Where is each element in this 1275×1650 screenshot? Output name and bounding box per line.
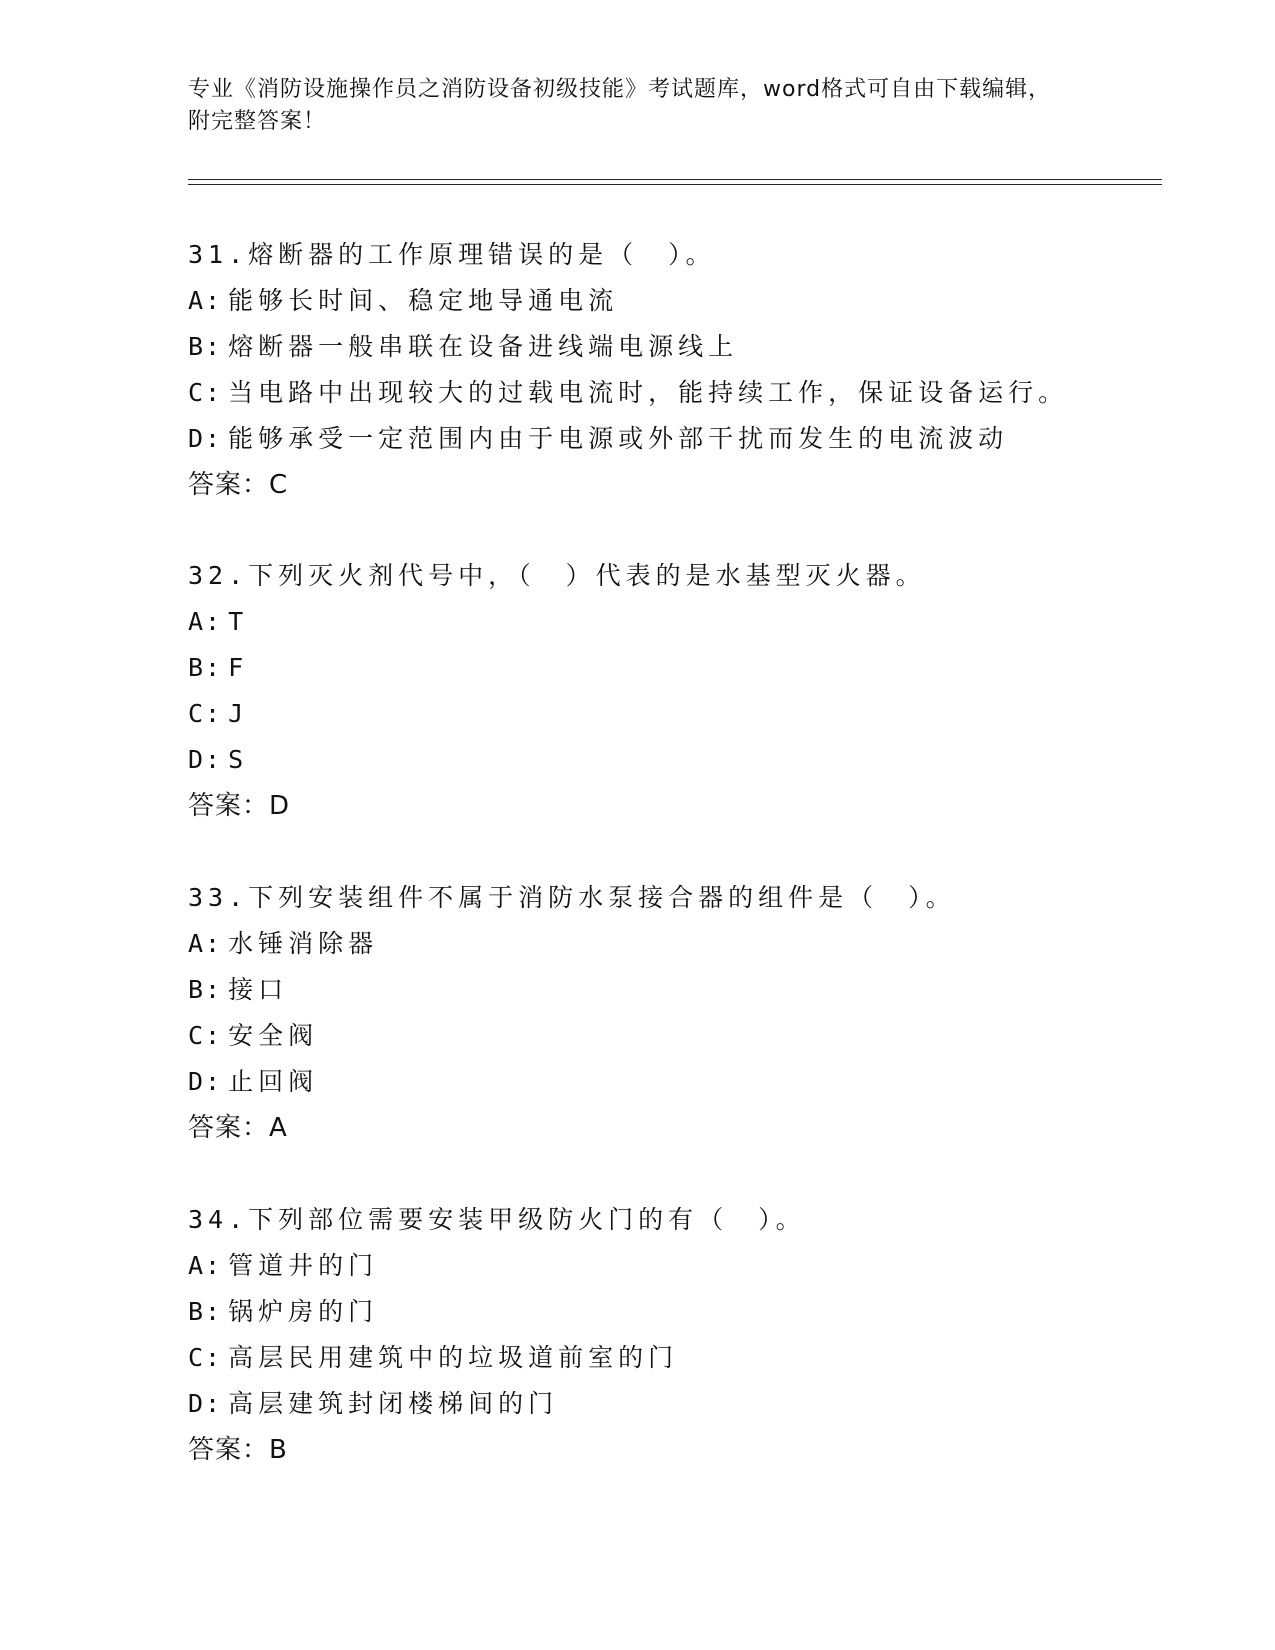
- option-text: 管道井的门: [228, 1251, 379, 1280]
- answer-line: 答案：D: [188, 791, 291, 821]
- question-31: [188, 232, 1168, 508]
- option-label: D:: [188, 424, 223, 453]
- option-c: [188, 370, 1168, 416]
- option-c: [188, 1013, 1168, 1059]
- answer-line: 答案：B: [188, 1435, 288, 1465]
- question-stem: 34.下列部位需要安装甲级防火门的有（ ）。: [188, 1205, 806, 1234]
- question-stem: 32.下列灭火剂代号中，（ ）代表的是水基型灭火器。: [188, 561, 926, 590]
- answer-line: 答案：A: [188, 1113, 288, 1143]
- option-d: [188, 737, 1168, 783]
- question-stem: 33.下列安装组件不属于消防水泵接合器的组件是（ ）。: [188, 883, 956, 912]
- answer-line: 答案：C: [188, 470, 289, 500]
- option-text: 当电路中出现较大的过载电流时，能持续工作，保证设备运行。: [228, 378, 1069, 407]
- option-text: 能够承受一定范围内由于电源或外部干扰而发生的电流波动: [228, 424, 1009, 453]
- option-label: A:: [188, 1251, 223, 1280]
- option-text: 水锤消除器: [228, 929, 379, 958]
- option-label: C:: [188, 699, 223, 728]
- option-label: C:: [188, 378, 223, 407]
- question-33: [188, 875, 1168, 1151]
- document-header: 专业《消防设施操作员之消防设备初级技能》考试题库，word格式可自由下载编辑，附完整答案！: [188, 77, 1052, 134]
- option-text: 熔断器一般串联在设备进线端电源线上: [228, 332, 739, 361]
- option-text: 能够长时间、稳定地导通电流: [228, 286, 619, 315]
- option-text: 安全阀: [228, 1021, 319, 1050]
- option-b: [188, 324, 1168, 370]
- option-a: [188, 1243, 1168, 1289]
- question-32: [188, 553, 1168, 829]
- question-34: [188, 1197, 1168, 1473]
- option-text: 接口: [228, 975, 289, 1004]
- option-label: A:: [188, 929, 223, 958]
- option-d: [188, 1381, 1168, 1427]
- header-divider-top: [188, 179, 1162, 180]
- option-label: B:: [188, 1297, 223, 1326]
- option-label: A:: [188, 286, 223, 315]
- option-b: [188, 1289, 1168, 1335]
- option-label: C:: [188, 1343, 223, 1372]
- option-label: B:: [188, 975, 223, 1004]
- option-text: 锅炉房的门: [228, 1297, 379, 1326]
- option-label: D:: [188, 745, 223, 774]
- option-label: B:: [188, 332, 223, 361]
- option-label: A:: [188, 607, 223, 636]
- option-text: 高层民用建筑中的垃圾道前室的门: [228, 1343, 679, 1372]
- option-text: T: [228, 607, 249, 636]
- option-c: [188, 1335, 1168, 1381]
- option-b: [188, 645, 1168, 691]
- option-label: B:: [188, 653, 223, 682]
- option-text: S: [228, 745, 249, 774]
- option-label: D:: [188, 1389, 223, 1418]
- option-text: J: [228, 699, 249, 728]
- option-b: [188, 967, 1168, 1013]
- option-a: [188, 921, 1168, 967]
- option-c: [188, 691, 1168, 737]
- option-d: [188, 416, 1168, 462]
- option-d: [188, 1059, 1168, 1105]
- option-label: D:: [188, 1067, 223, 1096]
- option-text: 高层建筑封闭楼梯间的门: [228, 1389, 559, 1418]
- option-a: [188, 599, 1168, 645]
- option-a: [188, 278, 1168, 324]
- option-label: C:: [188, 1021, 223, 1050]
- option-text: 止回阀: [228, 1067, 319, 1096]
- option-text: F: [228, 653, 249, 682]
- question-stem: 31.熔断器的工作原理错误的是（ ）。: [188, 240, 716, 269]
- header-divider-bottom: [188, 184, 1162, 185]
